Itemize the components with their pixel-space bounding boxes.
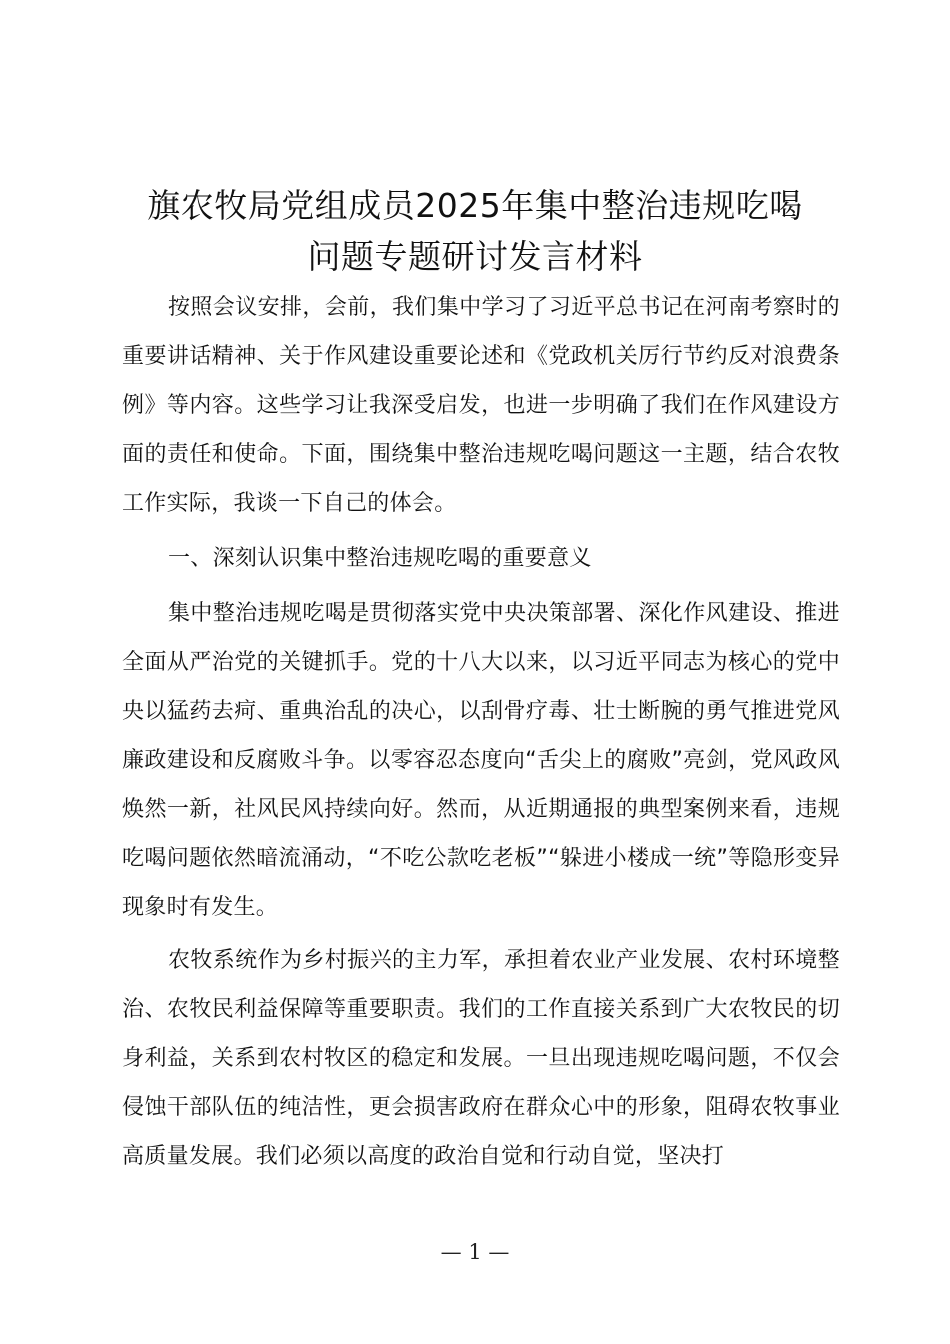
section-heading-1: 一、深刻认识集中整治违规吃喝的重要意义: [168, 546, 592, 571]
document-body: [122, 283, 840, 1181]
paragraph-significance: 集中整治违规吃喝是贯彻落实党中央决策部署、深化作风建设、推进全面从严治党的关键抓手。党的十八大以来，以习近平同志为核心的党中央以猛药去疴、重典治乱的决心，以刮骨疗毒、壮士断腕的勇气推进党风廉政建设和反腐败斗争。以零容忍态度向“舌尖上的腐败”亮剑，党风政风焕然一新，社风民风持续向好。然而，从近期通报的典型案例来看，违规吃喝问题依然暗流涌动，“不吃公款吃老板”“躲进小楼成一统”等隐形变异现象时有发生。: [122, 601, 840, 920]
document-title-line-1: 旗农牧局党组成员2025年集中整治违规吃喝: [147, 186, 803, 225]
paragraph-agriculture-system: 农牧系统作为乡村振兴的主力军，承担着农业产业发展、农村环境整治、农牧民利益保障等重要职责。我们的工作直接关系到广大农牧民的切身利益，关系到农村牧区的稳定和发展。一旦出现违规吃喝问题，不仅会侵蚀干部队伍的纯洁性，更会损害政府在群众心中的形象，阻碍农牧事业高质量发展。我们必须以高度的政治自觉和行动自觉，坚决打: [122, 948, 840, 1169]
document-title-line-2: 问题专题研讨发言材料: [307, 237, 643, 276]
paragraph-intro: 按照会议安排，会前，我们集中学习了习近平总书记在河南考察时的重要讲话精神、关于作风建设重要论述和《党政机关厉行节约反对浪费条例》等内容。这些学习让我深受启发，也进一步明确了我们在作风建设方面的责任和使命。下面，围绕集中整治违规吃喝问题这一主题，结合农牧工作实际，我谈一下自己的体会。: [122, 295, 840, 516]
page-number: — 1 —: [440, 1240, 510, 1264]
